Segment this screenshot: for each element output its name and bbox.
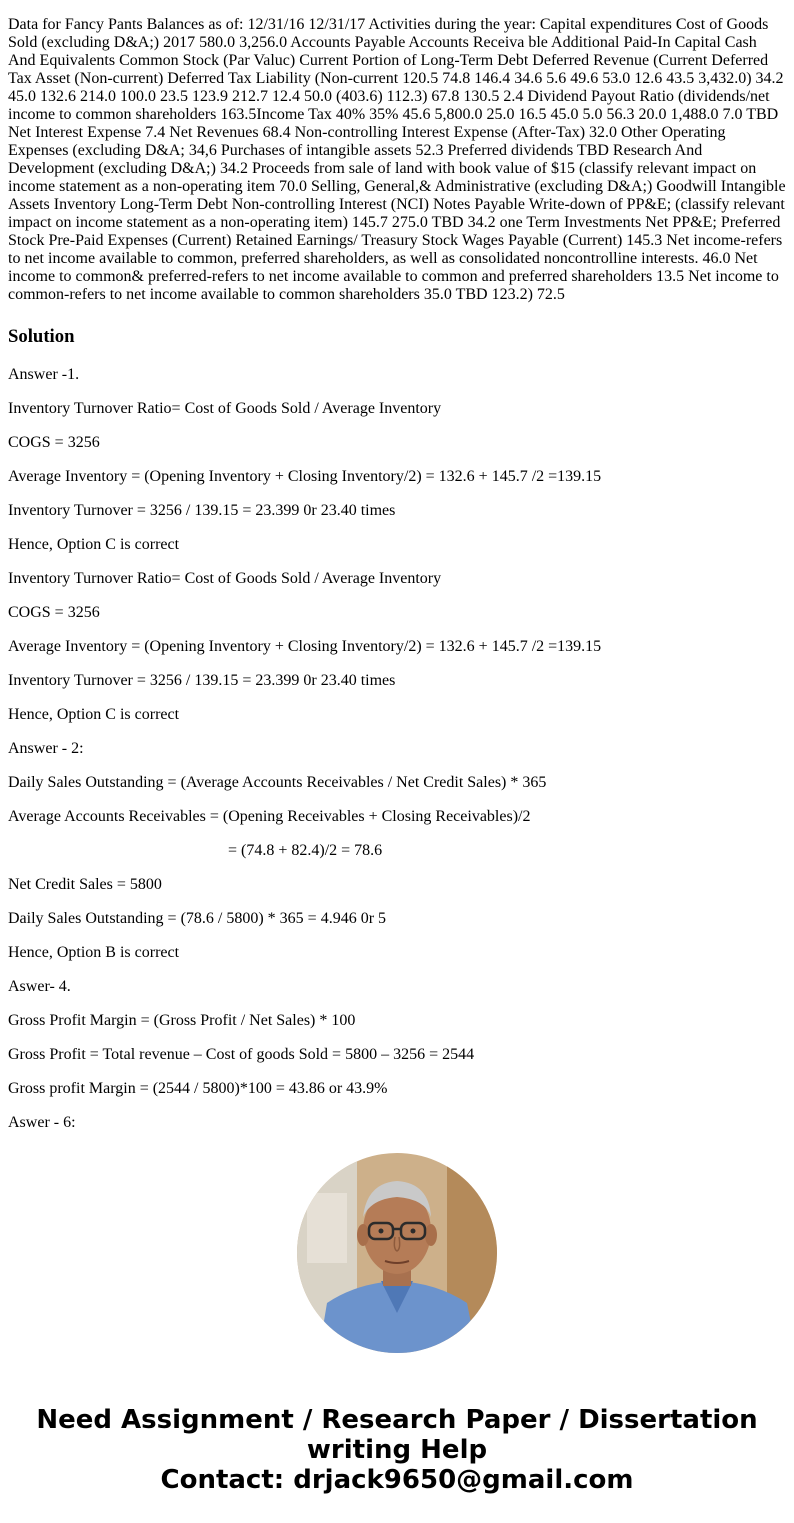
author-portrait-icon xyxy=(297,1153,497,1353)
answer-line: Hence, Option C is correct xyxy=(8,536,180,553)
answer-line: Answer -1. xyxy=(8,366,80,383)
answer-line: COGS = 3256 xyxy=(8,604,100,621)
answer-line: Average Accounts Receivables = (Opening Receivables + Closing Receivables)/2 xyxy=(8,808,531,825)
answer-line: Gross profit Margin = (2544 / 5800)*100 = 43.86 or 43.9% xyxy=(8,1080,388,1097)
answer-line: Average Inventory = (Opening Inventory + Closing Inventory/2) = 132.6 + 145.7 /2 =139.15 xyxy=(8,638,602,655)
answer-line: Inventory Turnover = 3256 / 139.15 = 23.399 0r 23.40 times xyxy=(8,672,396,689)
answer-line: Net Credit Sales = 5800 xyxy=(8,876,162,893)
question-text: Data for Fancy Pants Balances as of: 12/31/16 12/31/17 Activities during the year: Capital expenditures Cost of Goods Sold (excluding D&A;) 2017 580.0 3,256.0 Accounts Payable Accounts Receiva ble Additional Paid-In Capital Cash And Equivalents Common Stock (Par Valuc) Current Portion of Long-Term Debt Deferred Revenue (Current Deferred Tax Asset (Non-current) Deferred Tax Liability (Non-current 120.5 74.8 146.4 34.6 5.6 49.6 53.0 12.6 43.5 3,432.0) 34.2 45.0 132.6 214.0 100.0 23.5 123.9 212.7 12.4 50.0 (403.6) 112.3) 67.8 130.5 2.4 Dividend Payout Ratio (dividends/net income to common shareholders 163.5Income Tax 40% 35% 45.6 5,800.0 25.0 16.5 45.0 5.0 56.3 20.0 1,488.0 7.0 TBD Net Interest Expense 7.4 Net Revenues 68.4 Non-controlling Interest Expense (After-Tax) 32.0 Other Operating Expenses (excluding D&A; 34,6 Purchases of intangible assets 52.3 Preferred dividends TBD Research And Development (excluding D&A;) 34.2 Proceeds from sale of land with book value of $15 (classify relevant impact on income statement as a non-operating item 70.0 Selling, General,& Administrative (excluding D&A;) Goodwill Intangible Assets Inventory Long-Term Debt Non-controlling Interest (NCI) Notes Payable Write-down of PP&E; (classify relevant impact on income statement as a non-operating item) 145.7 275.0 TBD 34.2 one Term Investments Net PP&E; Preferred Stock Pre-Paid Expenses (Current) Retained Earnings/ Treasury Stock Wages Payable (Current) 145.3 Net income-refers to net income available to common, preferred shareholders, as well as consolidated noncontrolline interests. 46.0 Net income to common& preferred-refers to net income available to common and preferred shareholders 13.5 Net income to common-refers to net income available to common shareholders 35.0 TBD 123.2) 72.5 xyxy=(8,16,786,303)
answer-line: Aswer- 4. xyxy=(8,978,71,995)
answer-line: COGS = 3256 xyxy=(8,434,100,451)
answer-line: Daily Sales Outstanding = (Average Accounts Receivables / Net Credit Sales) * 365 xyxy=(8,774,547,791)
footer-line-2: writing Help xyxy=(306,1435,488,1465)
answer-line: Inventory Turnover Ratio= Cost of Goods Sold / Average Inventory xyxy=(8,400,442,417)
answer-line: Gross Profit Margin = (Gross Profit / Net Sales) * 100 xyxy=(8,1012,356,1029)
solution-heading: Solution xyxy=(8,326,75,347)
answer-line: Answer - 2: xyxy=(8,740,84,757)
answer-line: Hence, Option B is correct xyxy=(8,944,180,961)
answer-line: Inventory Turnover = 3256 / 139.15 = 23.399 0r 23.40 times xyxy=(8,502,396,519)
answer-line: Inventory Turnover Ratio= Cost of Goods Sold / Average Inventory xyxy=(8,570,442,587)
solution-content xyxy=(8,16,786,1131)
footer-contact-email: Contact: drjack9650@gmail.com xyxy=(160,1465,634,1495)
answer-line: = (74.8 + 82.4)/2 = 78.6 xyxy=(228,842,383,859)
answer-line: Daily Sales Outstanding = (78.6 / 5800) * 365 = 4.946 0r 5 xyxy=(8,910,387,927)
answer-line: Aswer - 6: xyxy=(8,1114,76,1131)
answer-line: Gross Profit = Total revenue – Cost of goods Sold = 5800 – 3256 = 2544 xyxy=(8,1046,475,1063)
footer-contact xyxy=(0,1405,794,1495)
author-avatar xyxy=(297,1153,497,1353)
answer-line: Hence, Option C is correct xyxy=(8,706,180,723)
answer-line: Average Inventory = (Opening Inventory + Closing Inventory/2) = 132.6 + 145.7 /2 =139.15 xyxy=(8,468,602,485)
footer-line-1: Need Assignment / Research Paper / Dissertation xyxy=(36,1405,758,1435)
